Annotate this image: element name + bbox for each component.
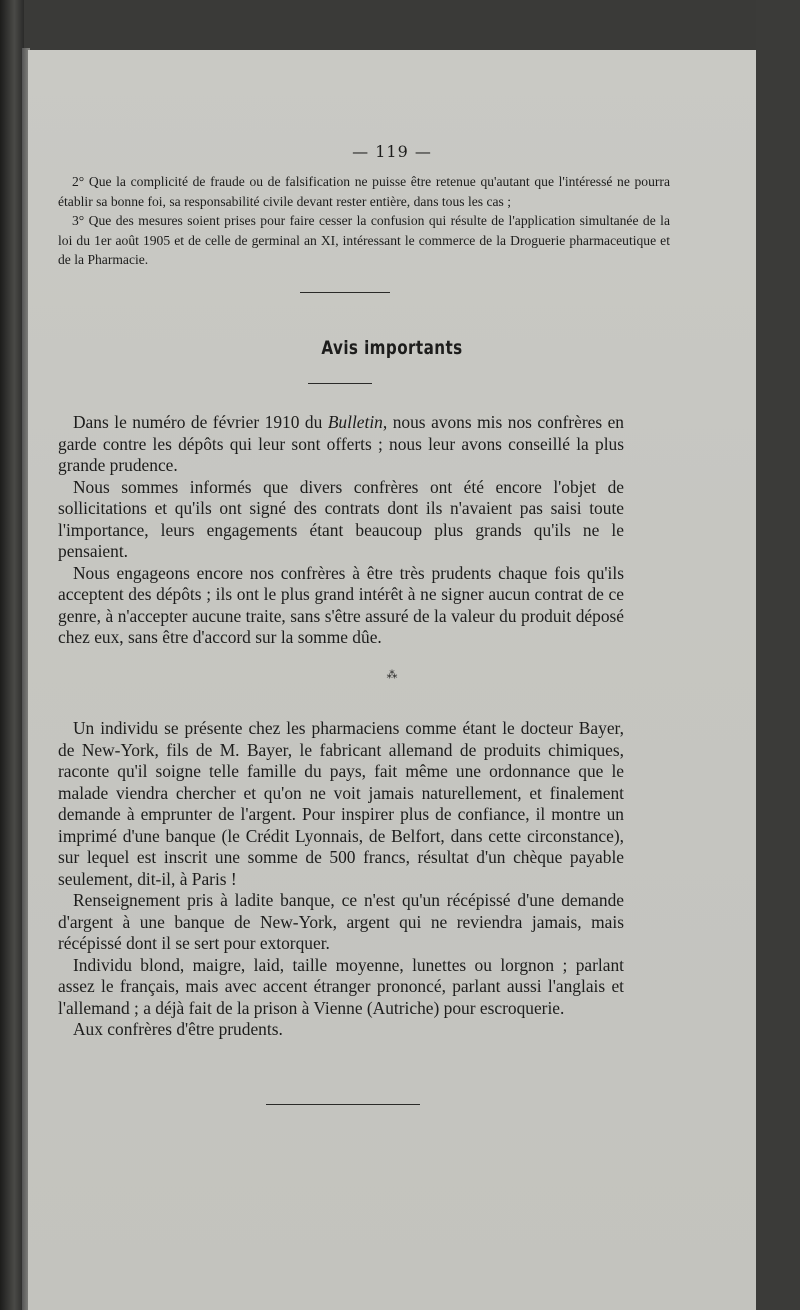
document-page: [28, 50, 756, 1310]
paragraph-point-2: 2° Que la complicité de fraude ou de falsification ne puisse être retenue qu'autant que l'intéressé ne pourra établir sa bonne foi, sa responsabilité civile devant rester entière, dans tous les cas ;: [58, 174, 670, 209]
divider-rule-top: [300, 292, 390, 293]
notice-impostor: [58, 718, 624, 1041]
bulletin-title: Bulletin: [327, 412, 383, 432]
section-heading: Avis importants: [321, 337, 463, 359]
impostor-paragraph-1: Un individu se présente chez les pharmaciens comme étant le docteur Bayer, de New-York, fils de M. Bayer, le fabricant allemand de produits chimiques, raconte qu'il soigne telle famille du pays, fait même une ordonnance que le malade viendra chercher et qu'on ne voit jamais naturellement, et finalement demande à emprunter de l'argent. Pour inspirer plus de confiance, il montre un imprimé d'une banque (le Crédit Lyonnais, de Belfort, dans cette circonstance), sur lequel est inscrit une somme de 500 francs, résultat d'un chèque payable seulement, dit-il, à Paris !: [58, 718, 624, 889]
notice-p1-text-a: Dans le numéro de février 1910 du: [73, 412, 328, 432]
divider-rule-bottom: [266, 1104, 420, 1105]
page-number: — 119 —: [352, 142, 432, 161]
notice-p1-text-b: , nous avons mis nos confrères en garde contre les dépôts qui leur sont offerts ; nous leur avons conseillé la plus grande prudence.: [58, 412, 625, 475]
notice-paragraph-1: [58, 412, 624, 477]
notice-deposits: [58, 412, 624, 649]
notice-paragraph-2: Nous sommes informés que divers confrères ont été encore l'objet de sollicitations et qu'ils ont signé des contrats dont ils n'avaient pas saisi toute l'importance, leurs engagements étant beaucoup plus grands qu'ils ne le pensaient.: [58, 476, 624, 561]
top-paragraphs: [58, 172, 670, 270]
impostor-paragraph-4: Aux confrères d'être prudents.: [73, 1019, 283, 1039]
impostor-paragraph-3: Individu blond, maigre, laid, taille moyenne, lunettes ou lorgnon ; parlant assez le français, mais avec accent étranger prononcé, parlant aussi l'anglais et l'allemand ; a déjà fait de la prison à Vienne (Autriche) pour escroquerie.: [58, 954, 624, 1018]
paragraph-point-3: 3° Que des mesures soient prises pour faire cesser la confusion qui résulte de l'application simultanée de la loi du 1er août 1905 et de celle de germinal an XI, intéressant le commerce de la Droguerie pharmaceutique et de la Pharmacie.: [58, 213, 670, 268]
book-binding: [0, 0, 24, 1310]
scan-background-right: [756, 0, 800, 1310]
impostor-paragraph-2: Renseignement pris à ladite banque, ce n'est qu'un récépissé d'une demande d'argent à une banque de New-York, argent qui ne reviendra jamais, mais récépissé dont il se sert pour extorquer.: [58, 890, 624, 953]
divider-rule-heading: [308, 383, 372, 384]
notice-paragraph-3: Nous engageons encore nos confrères à être très prudents chaque fois qu'ils acceptent des dépôts ; ils ont le plus grand intérêt à ne signer aucun contrat de ce genre, à n'accepter aucune traite, sans s'être assuré de la valeur du produit déposé chez eux, sans être d'accord sur la somme dûe.: [58, 562, 624, 647]
asterism-separator: ⁂: [386, 668, 398, 681]
